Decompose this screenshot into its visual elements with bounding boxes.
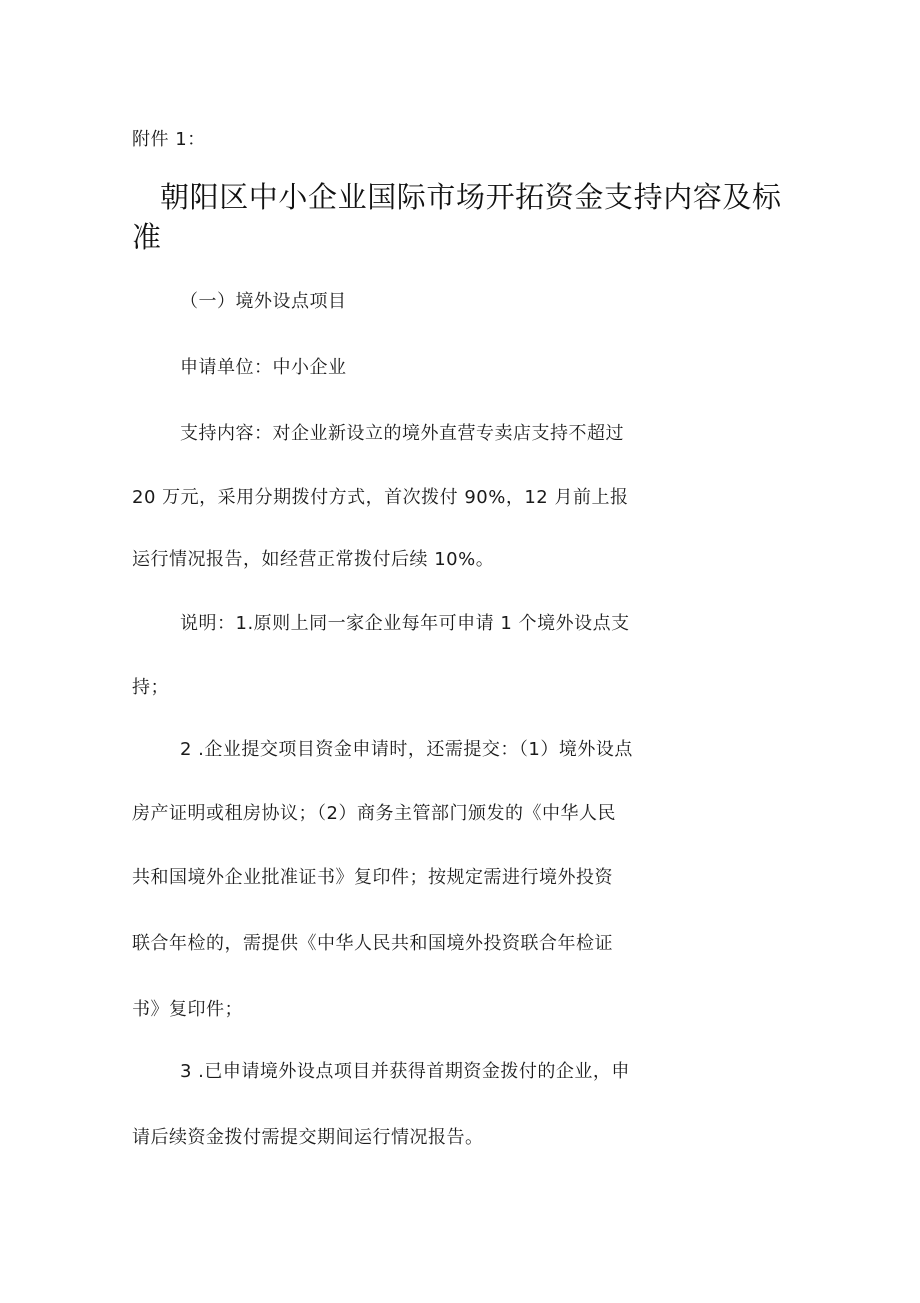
document-title-line-2: 准 [132,220,162,254]
note-line-1: 说明：1.原则上同一家企业每年可申请 1 个境外设点支 [180,613,630,634]
item2-line-2: 房产证明或租房协议；（2）商务主管部门颁发的《中华人民 [132,803,616,824]
item2-line-3: 共和国境外企业批准证书》复印件；按规定需进行境外投资 [132,867,613,888]
support-line-1: 支持内容：对企业新设立的境外直营专卖店支持不超过 [180,423,624,444]
attachment-label: 附件 1： [132,129,206,150]
applicant-line: 申请单位：中小企业 [180,357,347,378]
item3-line-1: 3 .已申请境外设点项目并获得首期资金拨付的企业，申 [180,1061,630,1082]
item3-line-2: 请后续资金拨付需提交期间运行情况报告。 [132,1127,484,1148]
section-heading: （一）境外设点项目 [180,291,347,312]
item2-line-5: 书》复印件； [132,999,243,1020]
item2-line-1: 2 .企业提交项目资金申请时，还需提交：（1）境外设点 [180,739,633,760]
note-line-2: 持； [132,677,169,698]
support-line-2: 20 万元，采用分期拨付方式，首次拨付 90%，12 月前上报 [132,487,629,508]
support-line-3: 运行情况报告，如经营正常拨付后续 10%。 [132,549,495,570]
item2-line-4: 联合年检的，需提供《中华人民共和国境外投资联合年检证 [132,933,613,954]
document-title-line-1: 朝阳区中小企业国际市场开拓资金支持内容及标 [160,180,782,214]
